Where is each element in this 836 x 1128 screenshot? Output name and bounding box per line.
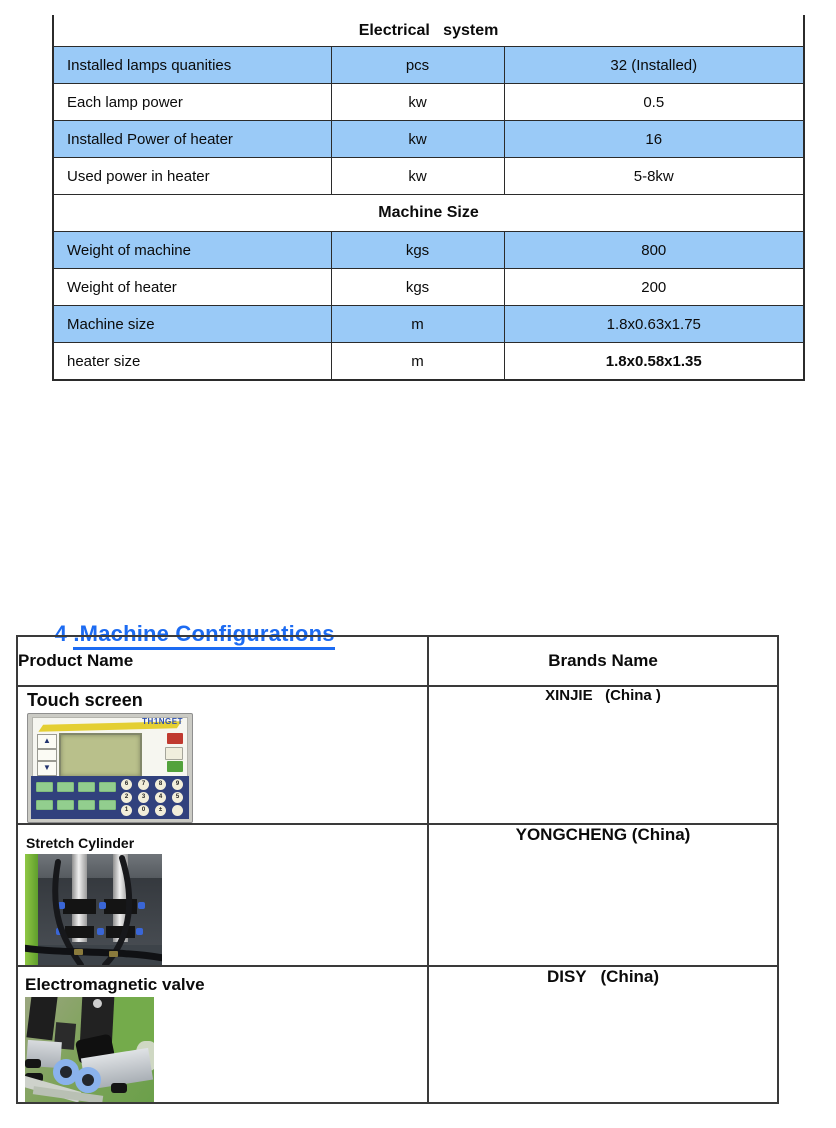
function-button — [78, 782, 95, 792]
spec-value: 800 — [504, 232, 804, 269]
product-cell — [17, 686, 428, 824]
product-label: Touch screen — [27, 690, 143, 710]
keypad-button: 2 — [121, 792, 132, 803]
hose-connector — [74, 949, 83, 955]
keypad-panel — [31, 776, 189, 819]
spec-section-title-row — [53, 195, 804, 232]
table-row-touch-screen — [17, 686, 778, 824]
spec-unit: m — [331, 306, 504, 343]
config-table — [16, 635, 779, 1104]
spec-value: 1.8x0.63x1.75 — [504, 306, 804, 343]
spec-param-name: Installed Power of heater — [53, 121, 331, 158]
keypad-button: 7 — [138, 779, 149, 790]
spec-param-name: Machine size — [53, 306, 331, 343]
table-row — [53, 269, 804, 306]
lcd-screen — [59, 733, 142, 778]
arrow-up-button: ▲ — [37, 734, 57, 749]
keypad-button: ± — [155, 805, 166, 816]
set-button — [165, 747, 183, 760]
function-button — [57, 800, 74, 810]
brands-name-header: Brands Name — [428, 636, 778, 686]
spec-unit: kgs — [331, 232, 504, 269]
spec-unit: kw — [331, 84, 504, 121]
hose-connector — [109, 951, 118, 957]
product-label: Stretch Cylinder — [26, 834, 135, 851]
spec-unit: m — [331, 343, 504, 381]
table-row-electromagnetic-valve — [17, 966, 778, 1104]
solenoid-coil — [26, 997, 57, 1040]
table-row — [53, 343, 804, 381]
spec-param-name: Weight of heater — [53, 269, 331, 306]
stretch-cylinder-photo — [25, 854, 162, 965]
spec-param-name: Weight of machine — [53, 232, 331, 269]
keypad-button: 1 — [121, 805, 132, 816]
brand-cell: XINJIE (China ) — [428, 686, 778, 824]
keypad-button: 6 — [121, 779, 132, 790]
keypad-button: 5 — [172, 792, 183, 803]
small-label-box — [37, 749, 57, 761]
table-row-stretch-cylinder — [17, 824, 778, 966]
spec-value: 0.5 — [504, 84, 804, 121]
spec-unit: kw — [331, 121, 504, 158]
function-button — [36, 800, 53, 810]
tube-fitting — [25, 1059, 41, 1068]
spec-value: 16 — [504, 121, 804, 158]
panel-brand-text: TH1NGET — [142, 716, 183, 726]
spec-param-name: heater size — [53, 343, 331, 381]
spec-value: 1.8x0.58x1.35 — [504, 343, 804, 381]
product-name-header: Product Name — [17, 636, 428, 686]
spec-param-name: Used power in heater — [53, 158, 331, 195]
air-hoses — [25, 854, 162, 965]
spec-table — [52, 15, 805, 381]
keypad-button: 9 — [172, 779, 183, 790]
product-cell — [17, 966, 428, 1104]
table-row — [53, 121, 804, 158]
keypad-button: 8 — [155, 779, 166, 790]
touch-screen-photo — [27, 713, 193, 823]
red-button — [167, 733, 183, 744]
spec-value: 32 (Installed) — [504, 47, 804, 84]
function-button — [78, 800, 95, 810]
function-button — [99, 782, 116, 792]
brand-cell: DISY (China) — [428, 966, 778, 1104]
spec-value: 5-8kw — [504, 158, 804, 195]
heading-link-text[interactable]: .Machine Configurations — [73, 621, 334, 650]
tube-fitting — [111, 1083, 127, 1093]
manual-override-screw — [93, 999, 102, 1008]
table-row — [53, 47, 804, 84]
spec-value: 200 — [504, 269, 804, 306]
product-label: Electromagnetic valve — [25, 974, 205, 994]
product-cell — [17, 824, 428, 966]
section-title-electrical: Electrical system — [53, 15, 804, 47]
spec-unit: pcs — [331, 47, 504, 84]
arrow-down-button: ▼ — [37, 761, 57, 776]
spec-param-name: Installed lamps quanities — [53, 47, 331, 84]
brand-cell: YONGCHENG (China) — [428, 824, 778, 966]
function-button — [99, 800, 116, 810]
spec-unit: kw — [331, 158, 504, 195]
config-header-row — [17, 636, 778, 686]
keypad-button: 0 — [138, 805, 149, 816]
function-button — [36, 782, 53, 792]
spec-section-title-row — [53, 15, 804, 47]
keypad-button: 4 — [155, 792, 166, 803]
keypad-button — [172, 805, 183, 816]
table-row — [53, 158, 804, 195]
spec-param-name: Each lamp power — [53, 84, 331, 121]
electromagnetic-valve-photo — [25, 997, 154, 1102]
table-row — [53, 84, 804, 121]
enter-button — [167, 761, 183, 772]
heading-number: 4 — [54, 621, 74, 646]
section-title-machine-size: Machine Size — [53, 195, 804, 232]
table-row — [53, 232, 804, 269]
keypad-button: 3 — [138, 792, 149, 803]
table-row — [53, 306, 804, 343]
spec-unit: kgs — [331, 269, 504, 306]
blue-push-fitting — [75, 1067, 101, 1093]
function-button — [57, 782, 74, 792]
